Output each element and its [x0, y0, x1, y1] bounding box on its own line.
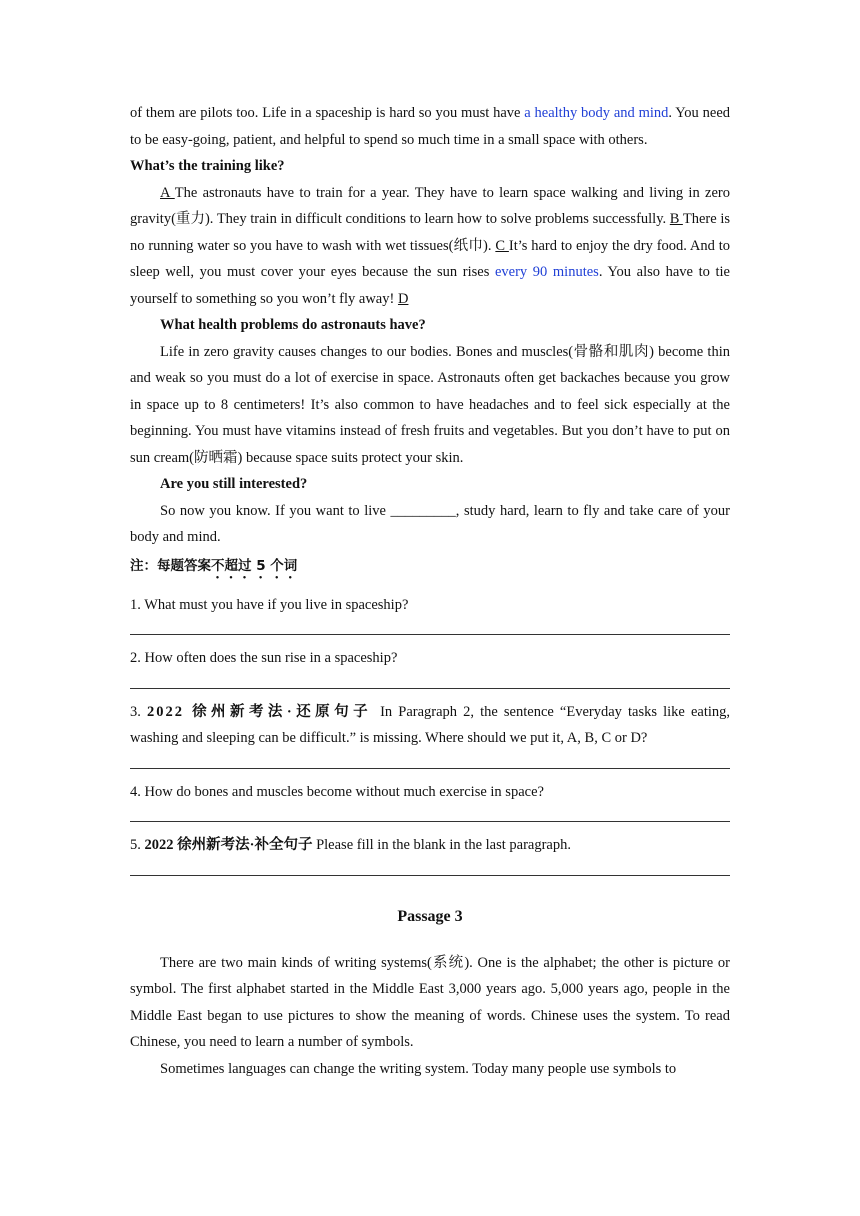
question-3	[130, 699, 730, 752]
note-emphasis: 不超过 5 个词	[211, 557, 298, 574]
passage-3-paragraph-2: Sometimes languages can change the writing system. Today many people use symbols to	[160, 1060, 677, 1077]
heading-training: What’s the training like?	[130, 158, 285, 174]
question-1: 1. What must you have if you live in spaceship?	[130, 596, 409, 613]
heading-health: What health problems do astronauts have?	[160, 317, 426, 333]
text: It’s hard to enjoy the dry food. And to sleep well, you must cover your eyes because the sun rises	[130, 237, 731, 280]
answer-note	[130, 553, 730, 582]
question-tag: 2022 徐州新考法·补全句子	[144, 837, 313, 853]
answer-line-2[interactable]	[130, 672, 730, 689]
text: . You need to be easy-going, patient, and helpful to spend so much time in a small space with others.	[130, 105, 730, 148]
question-tag: 2022 徐州新考法·还原句子	[146, 703, 373, 720]
note-text: 注：每题答案	[130, 557, 211, 574]
answer-line-4[interactable]	[130, 805, 730, 822]
question-text: Please fill in the blank in the last paragraph.	[312, 837, 571, 853]
blank-d: D	[397, 290, 409, 307]
question-text: In Paragraph 2, the sentence “Everyday tasks like eating, washing and sleeping can be difficult.” is missing. Where should we put it, A, B, C or D?	[130, 703, 730, 746]
question-5	[130, 832, 730, 859]
text: There is no running water so you have to wash with wet tissues(纸巾).	[130, 211, 730, 254]
heading-interested: Are you still interested?	[160, 476, 308, 492]
highlighted-phrase: every 90 minutes	[494, 264, 599, 280]
blank-b: B	[669, 211, 683, 227]
answer-line-1[interactable]	[130, 618, 730, 635]
text: The astronauts have to train for a year. They have to learn space walking and living in zero gravity(重力). They train in difficult conditions to learn how to solve problems successfully.	[130, 184, 730, 227]
blank-c: C	[495, 237, 509, 254]
passage-3-paragraph-1: There are two main kinds of writing systems(系统). One is the alphabet; the other is picture or symbol. The first alphabet started in the Middle East 3,000 years ago. 5,000 years ago, people in the Middle East began to use pictures to show the meaning of words. Chinese uses the system. To read Chinese, you need to learn a number of symbols.	[130, 954, 730, 1050]
question-number: 5.	[130, 837, 145, 853]
text: . You also have to tie yourself to something so you won’t fly away!	[130, 264, 730, 307]
question-2: 2. How often does the sun rise in a spaceship?	[130, 650, 398, 666]
paragraph-health: Life in zero gravity causes changes to our bodies. Bones and muscles(骨骼和肌肉) become thin and weak so you must do a lot of exercise in space. Astronauts often get backaches because you grow in space up to 8 centimeters! It’s also common to have headaches and to feel sick especially at the beginning. You must have vitamins instead of fresh fruits and vegetables. But you don’t have to put on sun cream(防晒霜) because space suits protect your skin.	[130, 343, 730, 466]
highlighted-phrase: a healthy body and mind	[524, 105, 669, 121]
answer-line-5[interactable]	[130, 859, 730, 876]
paragraph-conclusion: So now you know. If you want to live _________, study hard, learn to fly and take care of your body and mind.	[130, 502, 730, 545]
paragraph-astronaut-requirements	[130, 100, 730, 153]
passage-3-title: Passage 3	[397, 907, 463, 925]
blank-a: A	[160, 184, 175, 201]
question-number: 3.	[130, 703, 147, 720]
paragraph-training	[130, 180, 730, 313]
question-4: 4. How do bones and muscles become without much exercise in space?	[130, 783, 544, 800]
document-page	[130, 100, 730, 1082]
answer-line-3[interactable]	[130, 752, 730, 769]
text: of them are pilots too. Life in a spaceship is hard so you must have	[130, 105, 525, 121]
